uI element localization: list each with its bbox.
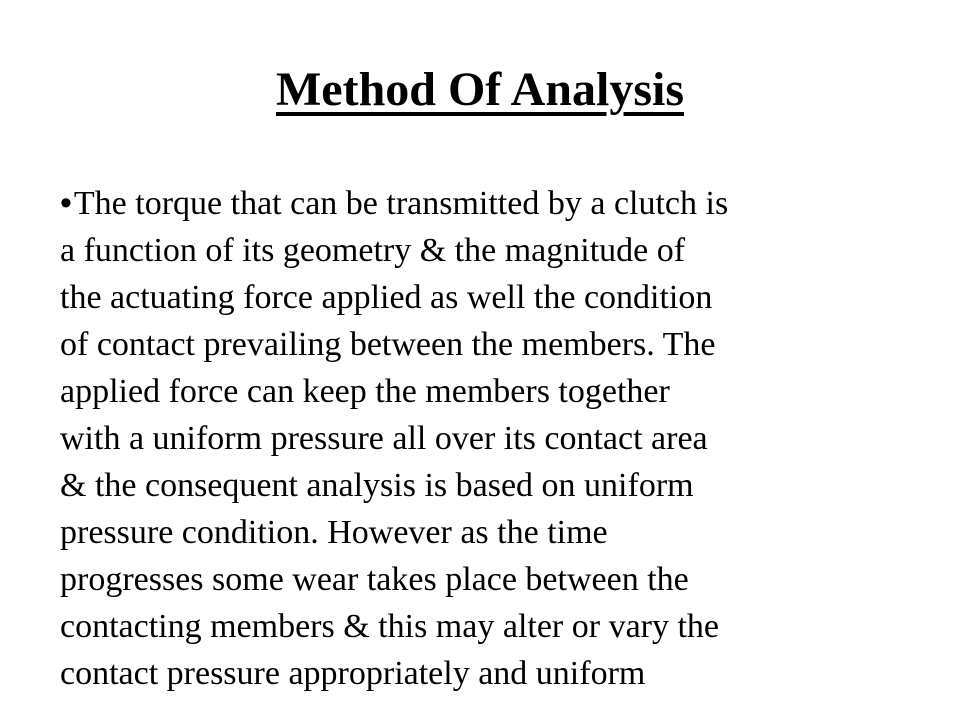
paragraph-line-9: progresses some wear takes place between the (60, 561, 689, 598)
paragraph-line-10: contacting members & this may alter or vary the (60, 608, 720, 645)
bullet-icon: • (60, 184, 72, 222)
bullet-item (60, 180, 900, 697)
bullet-list (60, 180, 900, 697)
paragraph-line-6: with a uniform pressure all over its contact area (60, 420, 708, 457)
paragraph-line-4: of contact prevailing between the members. The (60, 326, 716, 363)
paragraph-line-1-text: The torque that can be transmitted by a clutch is (73, 185, 729, 222)
paragraph-line-7: & the consequent analysis is based on uniform (60, 467, 694, 504)
paragraph-line-2: a function of its geometry & the magnitude of (60, 232, 686, 269)
paragraph-line-5: applied force can keep the members together (60, 373, 670, 410)
slide-title: Method Of Analysis (275, 63, 685, 116)
paragraph-line-3: the actuating force applied as well the condition (60, 279, 713, 316)
paragraph-line-8: pressure condition. However as the time (60, 514, 608, 551)
paragraph-line-11: contact pressure appropriately and uniform (60, 655, 646, 692)
paragraph-line-1 (60, 180, 900, 227)
